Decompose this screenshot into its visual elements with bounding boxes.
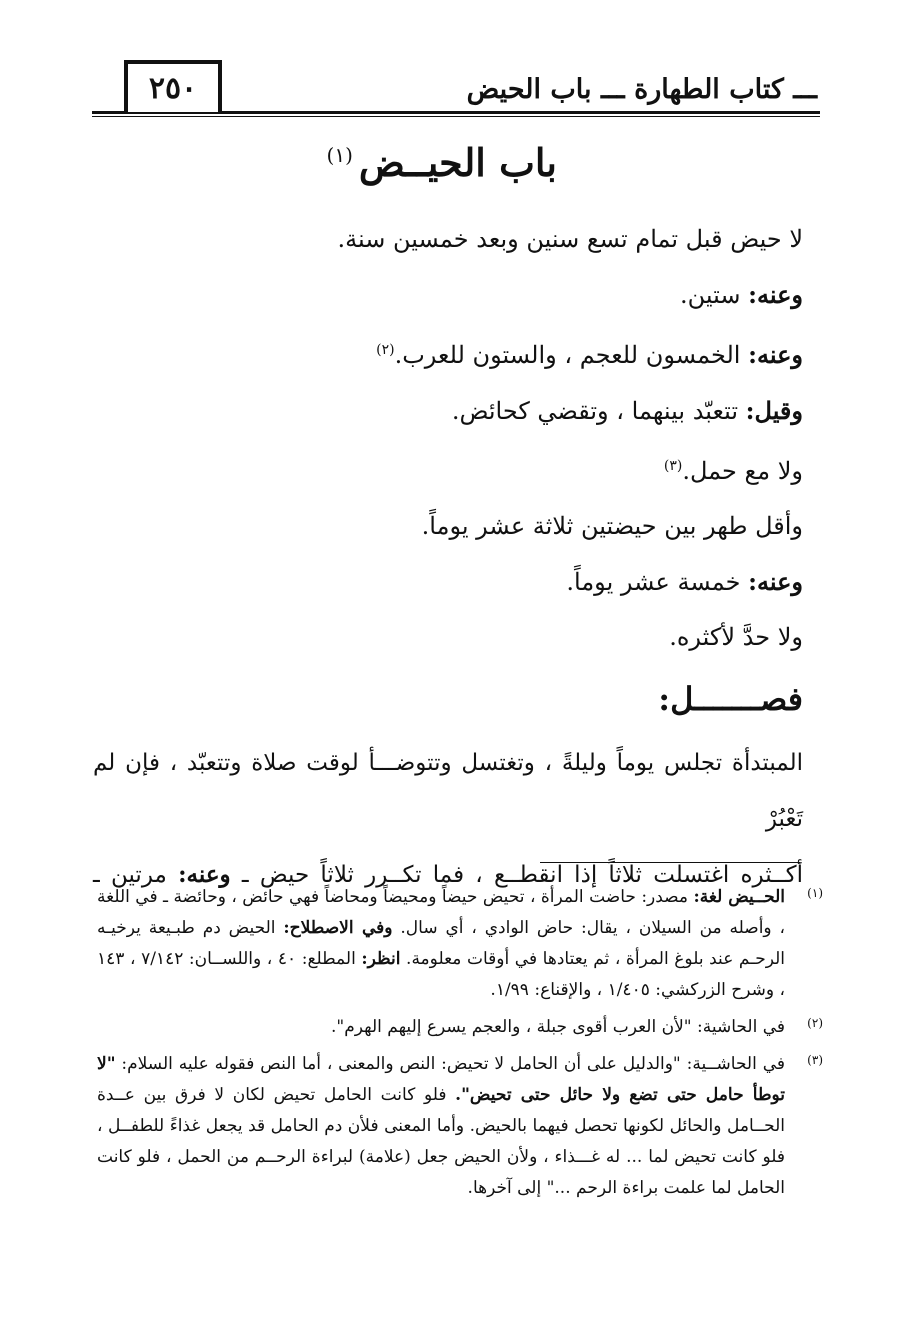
- footnote-bold-text: "لا توطأ حامل حتى تضع ولا حائل حتى تحيض".: [97, 1054, 785, 1105]
- body-line: [103, 323, 803, 383]
- body-line-text: ولا حدَّ لأكثره.: [669, 623, 803, 651]
- footnotes: [97, 882, 823, 1210]
- section-line-2-text-b: مرتين ـ: [93, 862, 179, 888]
- footnote: (٢) في الحاشية: "لأن العرب أقوى جبلة ، والعجم يسرع إليهم الهرم".: [97, 1012, 809, 1043]
- body-line-text: ولا مع حمل.: [682, 457, 803, 485]
- body-line-lead: وعنه:: [748, 567, 803, 596]
- footnote-text-part: فلو كانت الحامل تحيض لكان لا فرق بين عــدة الحــامل والحائل لكونها تحصل فيهما بالحيض. وأما المعنى فلأن دم الحامل قد يجعل غذاءً للطفــل ، فلو كانت تحيض لما ... له غـــذاء ، ولأن الحيض جعل (علامة) لبراءة الرحــم من الحمل ، فلو كانت الحامل لما علمت براءة الرحم ..." إلى آخرها.: [97, 1085, 785, 1198]
- footnote-text: [97, 1049, 785, 1204]
- footnote-bold-text: الحــيض لغة:: [693, 887, 786, 907]
- body-text: [103, 212, 803, 665]
- body-line: [103, 383, 803, 439]
- footnote-bold-text: انظر:: [361, 949, 401, 969]
- body-line-lead: وعنه:: [748, 340, 803, 369]
- chapter-footnote-ref: (١): [326, 143, 353, 168]
- footnote-text: [97, 1012, 785, 1043]
- body-line: [103, 212, 803, 267]
- header-rule-thin: [92, 116, 820, 117]
- body-line-text: وأقل طهر بين حيضتين ثلاثة عشر يوماً.: [421, 512, 803, 540]
- footnote-text-part: الحيض دم طبـيعة يرخيـه الرحـم عند بلوغ المرأة ، ثم يعتادها في أوقات معلومة.: [97, 918, 786, 969]
- body-line-text: لا حيض قبل تمام تسع سنين وبعد خمسين سنة.: [337, 225, 803, 253]
- page-number: ٢٥٠: [124, 60, 222, 112]
- body-line-text: ستين.: [679, 281, 749, 309]
- body-line-lead: وعنه:: [748, 280, 803, 309]
- body-line: [103, 499, 803, 554]
- running-title: ـــ كتاب الطهارة ـــ باب الحيض: [461, 74, 817, 105]
- chapter-title: [327, 140, 557, 185]
- body-line-text: تتعبّد بينهما ، وتقضي كحائض.: [451, 397, 746, 425]
- footnote-text-part: في الحاشية: "لأن العرب أقوى جبلة ، والعجم يسرع إليهم الهرم".: [331, 1017, 785, 1037]
- footnote-text: [97, 882, 785, 1006]
- body-line: [103, 439, 803, 499]
- footnote-ref: (٢): [376, 342, 395, 358]
- body-line: [103, 610, 803, 665]
- footnote-text-part: في الحاشــية: "والدليل على أن الحامل لا تحيض: النص والمعنى ، أما النص فقوله عليه السلام:: [115, 1054, 785, 1074]
- section-line-2-text-a: أكــثره اغتسلت ثلاثاً إذا انقطــع ، فما تكــرر ثلاثاً حيض ـ: [230, 862, 803, 888]
- chapter-title-text: باب الحيــض: [358, 140, 557, 185]
- body-line-text: الخمسون للعجم ، والستون للعرب.: [394, 341, 749, 369]
- footnote-text-part: مصدر: حاضت المرأة ، تحيض حيضاً ومحيضاً ومحاضاً فهي حائض ، وحائضة ـ في اللغة ، وأصله من السيلان ، يقال: حاض الوادي ، أي سال.: [97, 887, 785, 938]
- footnote: (٣) في الحاشــية: "والدليل على أن الحامل لا تحيض: النص والمعنى ، أما النص فقوله عليه السلام: "لا توطأ حامل حتى تضع ولا حائل حتى تحيض". فلو كانت الحامل تحيض لكان لا فرق بين عــدة الحــامل والحائل لكونها تحصل فيهما بالحيض. وأما المعنى فلأن دم الحامل قد يجعل غذاءً للطفــل ، فلو كانت تحيض لما ... له غـــذاء ، ولأن الحيض جعل (علامة) لبراءة الرحــم من الحمل ، فلو كانت الحامل لما علمت براءة الرحم ..." إلى آخرها.: [97, 1049, 809, 1204]
- body-line-text: خمسة عشر يوماً.: [566, 568, 749, 596]
- footnote-bold-text: وفي الاصطلاح:: [283, 918, 393, 938]
- body-line: [103, 267, 803, 323]
- footnote-divider: [540, 862, 800, 863]
- body-line: [103, 554, 803, 610]
- section-paragraph: [93, 735, 803, 903]
- footnote-text-part: المطلع: ٤٠ ، واللســان: ٧/١٤٢ ، ١٤٣ ، وشرح الزركشي: ١/٤٠٥ ، والإقناع: ١/٩٩.: [97, 949, 785, 1000]
- section-line-1: المبتدأة تجلس يوماً وليلةً ، وتغتسل وتتوضـــأ لوقت صلاة وتتعبّد ، فإن لم تَعْبُرْ: [93, 750, 803, 832]
- footnote: (١) الحــيض لغة: مصدر: حاضت المرأة ، تحيض حيضاً ومحيضاً ومحاضاً فهي حائض ، وحائضة ـ في اللغة ، وأصله من السيلان ، يقال: حاض الوادي ، أي سال. وفي الاصطلاح: الحيض دم طبـيعة يرخيـه الرحـم عند بلوغ المرأة ، ثم يعتادها في أوقات معلومة. انظر: المطلع: ٤٠ ، واللســان: ٧/١٤٢ ، ١٤٣ ، وشرح الزركشي: ١/٤٠٥ ، والإقناع: ١/٩٩.: [97, 882, 809, 1006]
- section-line-2-lead: وعنه:: [178, 861, 231, 888]
- section-heading: فصـــــــل:: [658, 680, 803, 718]
- body-line-lead: وقيل:: [745, 396, 803, 425]
- footnote-ref: (٣): [663, 458, 683, 474]
